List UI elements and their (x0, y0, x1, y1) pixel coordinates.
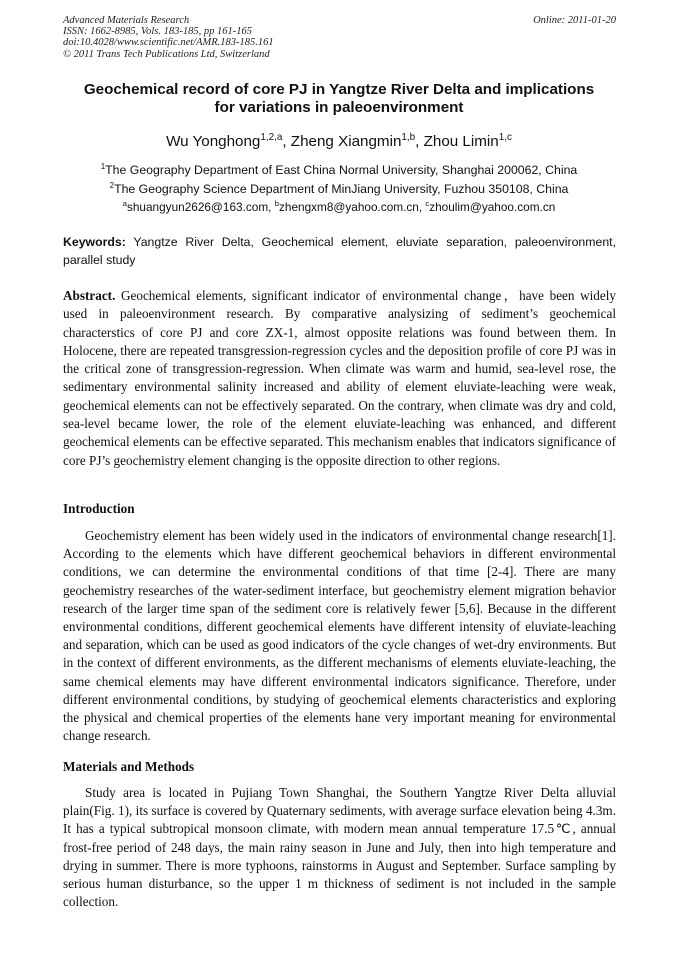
author-name: Zhou Limin (423, 133, 499, 150)
email-a-marker: a (122, 199, 127, 209)
introduction-paragraph: Geochemistry element has been widely used in the indicators of environmental change research[1]. According to the elements which have different geochemical behaviors in different environmental conditions, we can determine the environmental conditions of that time [2-4]. There are many geochemistry researches of the water-sediment interface, but geochemistry element migration behavior research of the larger time span of the sediment core is relatively fewer [5,6]. Because in the different environmental conditions, different geochemical elements have different intensity of eluviate-leaching and separation, which can be used as good indicators of the cycle changes of wet-dry environments. But in the context of different environments, as the different mechanisms of elements eluviate-leaching, the same chemical elements may have different environmental indicators significance. Therefore, under different environmental conditions, by studying of geochemical elements characteristics and exploring the physical and chemical properties of the elements hane very important meaning for environmental change research. (63, 528, 616, 744)
author-separator: , (415, 133, 424, 150)
email-c: zhoulim@yahoo.com.cn (429, 200, 556, 214)
journal-header (63, 15, 616, 60)
doi-line: doi:10.4028/www.scientific.net/AMR.183-185.161 (63, 37, 274, 49)
affiliation-2 (60, 182, 618, 196)
title-line-2: for variations in paleoenvironment (214, 99, 464, 116)
methods-heading: Materials and Methods (63, 759, 195, 774)
keywords-block (63, 233, 616, 269)
abstract-block (63, 287, 616, 470)
author-name: Zheng Xiangmin (290, 133, 402, 150)
keywords-label: Keywords: (63, 235, 126, 249)
copyright-line: © 2011 Trans Tech Publications Ltd, Switzerland (63, 48, 270, 60)
email-c-marker: c (425, 199, 430, 209)
abstract-label: Abstract. (63, 288, 116, 303)
author-superscript: 1,c (498, 131, 512, 143)
journal-name: Advanced Materials Research (63, 15, 190, 26)
affiliation-1-text: The Geography Department of East China Normal University, Shanghai 200062, China (105, 163, 578, 177)
affiliation-2-text: The Geography Science Department of MinJiang University, Fuzhou 350108, China (114, 182, 569, 196)
methods-paragraph: Study area is located in Pujiang Town Shanghai, the Southern Yangtze River Delta alluvial plain(Fig. 1), its surface is covered by Quaternary sediments, with average surface elevation being 4.3m. It has a typical subtropical monsoon climate, with modern mean annual temperature 17.5℃, annual frost-free period of 248 days, the main rainy season in June and July, then into high temperature and drying in summer. There is more typhoons, rainstorms in August and September. Surface sampling by serious human disturbance, so the upper 1 m thickness of sediment is not included in the sample collection. (63, 785, 616, 910)
email-b: zhengxm8@yahoo.com.cn, (278, 200, 426, 214)
affiliation-1 (60, 163, 618, 177)
email-b-marker: b (274, 199, 279, 209)
issn-line: ISSN: 1662-8985, Vols. 183-185, pp 161-165 (63, 26, 252, 38)
author-emails (60, 200, 618, 214)
affiliation-2-marker: 2 (109, 180, 115, 190)
introduction-heading: Introduction (63, 501, 135, 516)
keywords-text: Yangtze River Delta, Geochemical element, eluviate separation, paleoenvironment, parallel study (63, 235, 616, 267)
author-superscript: 1,2,a (260, 131, 283, 143)
author-superscript: 1,b (401, 131, 416, 143)
online-date: Online: 2011-01-20 (533, 15, 616, 26)
author-name: Wu Yonghong (166, 133, 261, 150)
paper-title (60, 81, 618, 117)
author-list (60, 133, 618, 151)
author-separator: , (282, 133, 291, 150)
title-line-1: Geochemical record of core PJ in Yangtze River Delta and implications (83, 81, 595, 98)
email-a: shuangyun2626@163.com, (126, 200, 275, 214)
affiliation-1-marker: 1 (100, 161, 106, 171)
abstract-text: Geochemical elements, significant indicator of environmental change，have been widely used in paleoenvironment research. By comparative analysizing of sediment’s geochemical characterstics of core PJ and core ZX-1, almost opposite relations was found between them. In Holocene, there are repeated transgression-regression cycles and the deposition profile of core PJ was in the critical zone of transgression-regression. When climate was warm and humid, sea-level rose, the sedimentary environmental salinity increased and ability of element eluviate-leaching were weak, geochemical elements can not be effectively separated. On the contrary, when climate was dry and cold, sea-level became lower, the role of the element eluviate-leaching was enhanced, and different geochemical elements can be effective separated. This mechanism enables that indicators significance of core PJ’s geochemistry element changing is the opposite direction to other regions. (63, 288, 616, 468)
